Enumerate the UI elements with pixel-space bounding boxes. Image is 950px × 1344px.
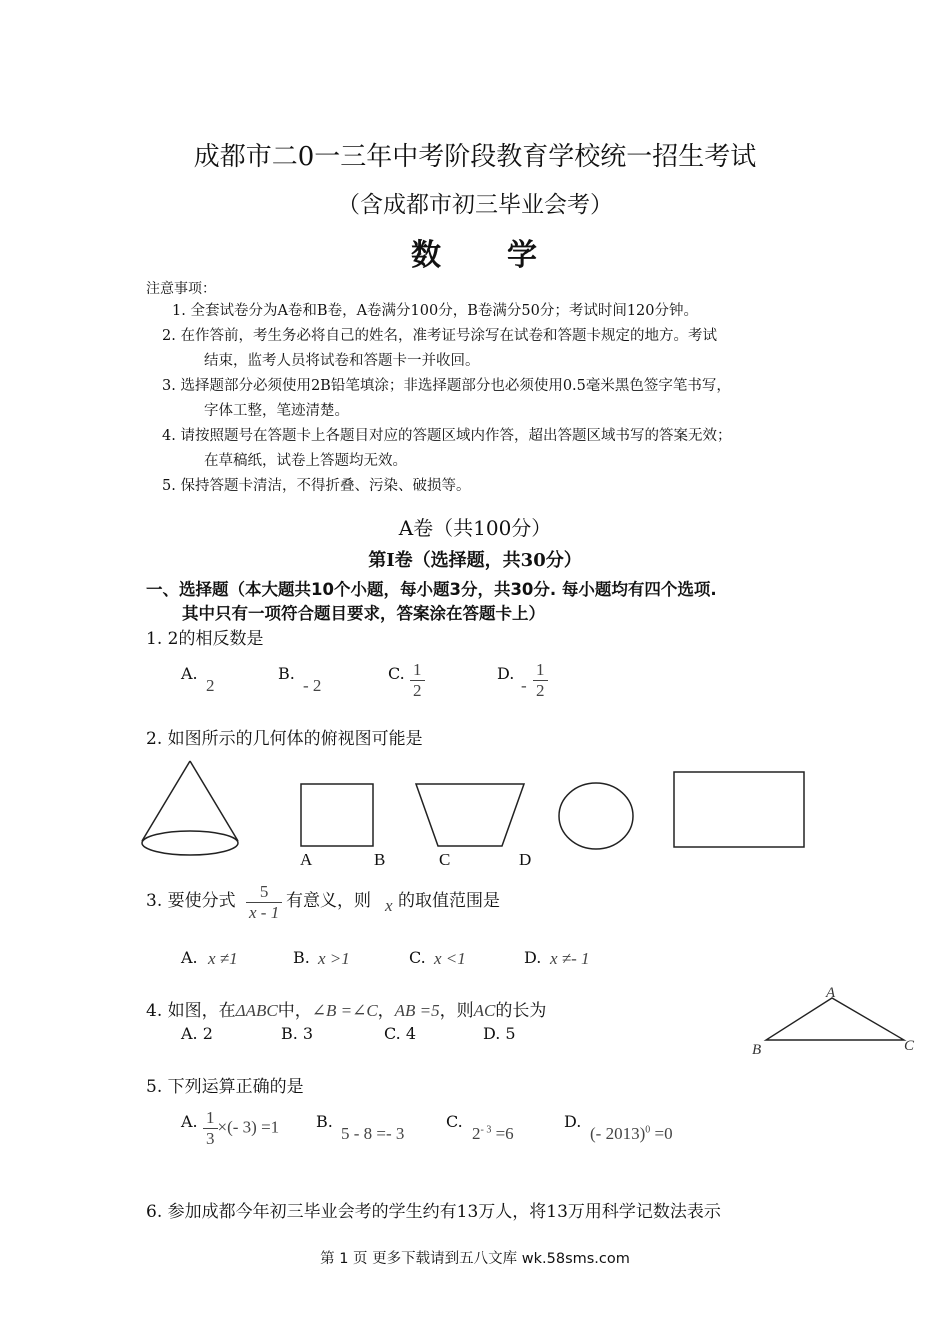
q3-frac-denominator: x - 1 (246, 902, 282, 923)
note-item: 5. 保持答题卡清洁，不得折叠、污染、破损等。 (162, 478, 471, 494)
q4-stem-part: 4. 如图，在 (146, 1001, 236, 1021)
page-footer: 第 1 页 更多下载请到五八文库 wk.58sms.com (320, 1251, 630, 1267)
q3-option-c-label: C. (409, 948, 426, 967)
q4-option-c: C. 4 (384, 1024, 417, 1043)
q1-option-a-value: 2 (206, 676, 215, 695)
notes-heading: 注意事项： (146, 281, 216, 297)
q5-option-a-label: A. (181, 1112, 198, 1131)
section-heading-line1: 一、选择题（本大题共10个小题，每小题3分，共30分. 每小题均有四个选项. (146, 580, 717, 599)
q5-d-rest: =0 (654, 1124, 673, 1143)
q5-option-d-label: D. (564, 1112, 582, 1131)
section-title: A卷（共100分） (398, 516, 552, 540)
q1-option-c-value (410, 660, 425, 701)
q2-label-a: A (300, 850, 313, 869)
q5-option-b-label: B. (316, 1112, 333, 1131)
option-b-trapezoid (416, 784, 524, 846)
q3-stem-middle: 有意义，则 (286, 891, 371, 911)
q2-figures (138, 755, 818, 870)
note-item: 2. 在作答前，考生务必将自己的姓名，准考证号涂写在试卷和答题卡规定的地方。考试 (162, 328, 717, 344)
q4-ab-value: AB =5 (394, 1001, 440, 1020)
q3-fraction (246, 882, 282, 923)
q3-option-d-value: x ≠- 1 (550, 949, 590, 968)
exam-title: 成都市二0一三年中考阶段教育学校统一招生考试 (193, 142, 757, 172)
exam-subtitle: （含成都市初三毕业会考） (337, 192, 613, 218)
q3-stem-after: 的取值范围是 (398, 891, 500, 911)
q5-c-base: 2 (472, 1124, 481, 1143)
vertex-label-b: B (752, 1042, 762, 1058)
q1-option-a-label: A. (181, 664, 198, 683)
q3-option-d-label: D. (524, 948, 542, 967)
q1-option-d-value (533, 660, 548, 701)
vertex-label-c: C (904, 1038, 915, 1054)
q2-label-d: D (519, 850, 532, 869)
q5-a-rest: ×(- 3) =1 (217, 1117, 280, 1137)
q2-stem: 2. 如图所示的几何体的俯视图可能是 (146, 729, 423, 749)
q4-stem-part: ，则 (439, 1001, 474, 1021)
section-subtitle: 第Ⅰ卷（选择题，共30分） (368, 550, 582, 571)
q5-option-c-value (472, 1124, 514, 1144)
q3-option-a-value: x ≠1 (208, 949, 238, 968)
q5-option-a-value (203, 1108, 279, 1149)
q4-angle-equality: ∠B =∠C (311, 1001, 378, 1020)
q5-d-base: (- 2013) (590, 1124, 646, 1143)
q4-stem (146, 996, 546, 1021)
q3-variable: x (385, 896, 393, 915)
q1-option-b-value: - 2 (303, 676, 322, 695)
option-c-circle (559, 783, 633, 849)
q3-option-b-label: B. (293, 948, 310, 967)
q5-c-exponent: - 3 (480, 1124, 492, 1136)
vertex-label-a: A (826, 985, 836, 1001)
q1-c-numerator: 1 (413, 660, 422, 679)
q1-d-sign: - (521, 676, 527, 695)
q4-stem-part: ， (377, 1001, 395, 1021)
note-item: 4. 请按照题号在答题卡上各题目对应的答题区域内作答，超出答题区域书写的答案无效； (162, 428, 732, 444)
q4-triangle: ΔABC (235, 1001, 278, 1020)
q1-c-denominator: 2 (410, 680, 425, 701)
q1-option-c-label: C. (388, 664, 405, 683)
q6-stem: 6. 参加成都今年初三毕业会考的学生约有13万人，将13万用科学记数法表示 (146, 1202, 721, 1222)
q4-ac: AC (473, 1001, 496, 1020)
section-heading-line2: 其中只有一项符合题目要求，答案涂在答题卡上） (182, 604, 545, 623)
q4-stem-part: 的长为 (495, 1001, 547, 1021)
q5-c-rest: =6 (495, 1124, 514, 1143)
q1-d-numerator: 1 (536, 660, 545, 679)
note-item: 1. 全套试卷分为A卷和B卷，A卷满分100分，B卷满分50分；考试时间120分钟。 (172, 303, 698, 319)
note-item: 字体工整，笔迹清楚。 (204, 403, 349, 419)
q1-option-b-label: B. (278, 664, 295, 683)
q3-option-a-label: A. (181, 948, 198, 967)
note-item: 3. 选择题部分必须使用2B铅笔填涂；非选择题部分也必须使用0.5毫米黑色签字笔书写， (162, 378, 731, 394)
subject-title: 数 学 (411, 238, 539, 273)
option-d-rectangle (674, 772, 804, 847)
q3-option-c-value: x <1 (434, 949, 466, 968)
q4-stem-part: 中， (277, 1001, 312, 1021)
q5-option-b-value: 5 - 8 =- 3 (341, 1124, 405, 1143)
q3-frac-numerator: 5 (259, 882, 269, 901)
q5-option-d-value (590, 1124, 673, 1144)
cone-figure (142, 761, 238, 855)
q1-option-d-label: D. (497, 664, 515, 683)
option-a-square (301, 784, 373, 846)
q5-a-denominator: 3 (203, 1128, 218, 1149)
q4-option-b: B. 3 (281, 1024, 314, 1043)
note-item: 结束，监考人员将试卷和答题卡一并收回。 (204, 353, 480, 369)
q4-option-a: A. 2 (181, 1024, 213, 1043)
q5-option-c-label: C. (446, 1112, 463, 1131)
note-item: 在草稿纸，试卷上答题均无效。 (204, 453, 407, 469)
q4-triangle-figure (746, 978, 926, 1058)
q5-d-exponent: 0 (645, 1124, 651, 1136)
q5-a-numerator: 1 (206, 1108, 215, 1127)
q5-stem: 5. 下列运算正确的是 (146, 1077, 304, 1097)
q3-option-b-value: x >1 (318, 949, 350, 968)
q2-label-b: B (374, 850, 386, 869)
q3-stem-before: 3. 要使分式 (146, 891, 236, 911)
q1-stem: 1. 2的相反数是 (146, 629, 264, 649)
q1-d-denominator: 2 (533, 680, 548, 701)
q2-label-c: C (439, 850, 451, 869)
q4-option-d: D. 5 (483, 1024, 516, 1043)
